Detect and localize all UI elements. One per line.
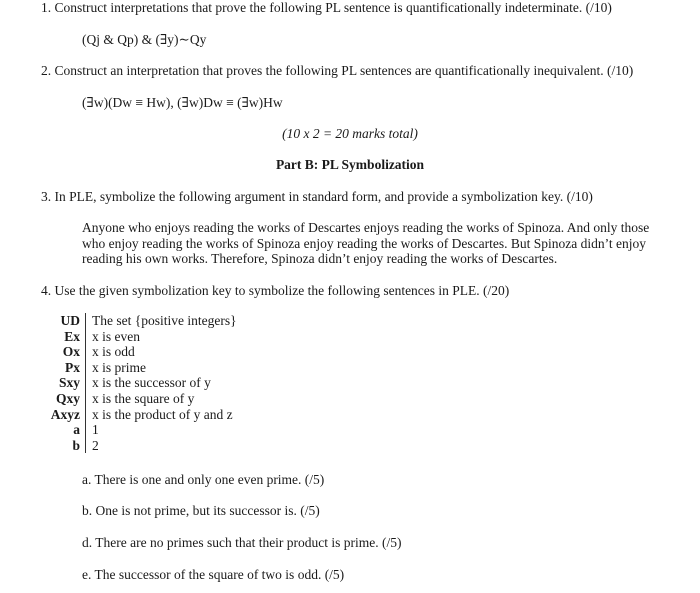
key-row (40, 344, 237, 360)
sub-question-d: d. There are no primes such that their product is prime. (/5) (82, 535, 402, 550)
key-definition: x is the successor of y (92, 375, 211, 391)
key-row (40, 391, 237, 407)
key-symbol: Qxy (40, 391, 86, 407)
question-3: 3. In PLE, symbolize the following argument in standard form, and provide a symbolization key. (/10) (41, 189, 593, 204)
key-symbol: UD (40, 313, 86, 329)
key-definition: 2 (92, 437, 99, 453)
question-2: 2. Construct an interpretation that proves the following PL sentences are quantificationally inequivalent. (/10) (41, 63, 634, 78)
question-1: 1. Construct interpretations that prove the following PL sentence is quantificationally indeterminate. (/10) (41, 0, 612, 15)
key-row (40, 375, 237, 391)
symbolization-key (40, 313, 237, 453)
key-symbol: Sxy (40, 375, 86, 391)
key-symbol: Px (40, 360, 86, 376)
key-definition: x is prime (92, 359, 146, 375)
key-definition: 1 (92, 422, 99, 438)
question-4: 4. Use the given symbolization key to symbolize the following sentences in PLE. (/20) (41, 283, 510, 298)
key-row (40, 313, 237, 329)
key-definition: x is odd (92, 344, 135, 360)
argument-paragraph: Anyone who enjoys reading the works of Descartes enjoys reading the works of Spinoza. And only those who enjoy reading the works of Spinoza enjoy reading the works of Descartes. But Spinoza didn’t enjoy reading his own works. Therefore, Spinoza didn’t enjoy reading the works of Descartes. (82, 220, 650, 267)
key-symbol: a (40, 422, 86, 438)
sub-question-a: a. There is one and only one even prime. (/5) (82, 472, 325, 487)
marks-total: (10 x 2 = 20 marks total) (282, 126, 418, 141)
key-symbol: Ox (40, 344, 86, 360)
key-definition: x is the product of y and z (92, 406, 233, 422)
question-1-formula: (Qj & Qp) & (∃y)∼Qy (82, 32, 207, 47)
key-symbol: Ex (40, 329, 86, 345)
key-definition: x is the square of y (92, 390, 195, 406)
key-row (40, 329, 237, 345)
key-symbol: b (40, 438, 86, 454)
key-definition: The set {positive integers} (92, 313, 237, 328)
section-heading: Part B: PL Symbolization (275, 157, 425, 172)
sub-question-b: b. One is not prime, but its successor is. (/5) (82, 503, 320, 518)
key-definition: x is even (92, 328, 140, 344)
sub-question-e: e. The successor of the square of two is odd. (/5) (82, 567, 345, 582)
key-row (40, 360, 237, 376)
question-2-formula: (∃w)(Dw ≡ Hw), (∃w)Dw ≡ (∃w)Hw (82, 95, 283, 110)
key-row (40, 438, 237, 454)
key-row (40, 407, 237, 423)
key-symbol: Axyz (40, 407, 86, 423)
key-row (40, 422, 237, 438)
